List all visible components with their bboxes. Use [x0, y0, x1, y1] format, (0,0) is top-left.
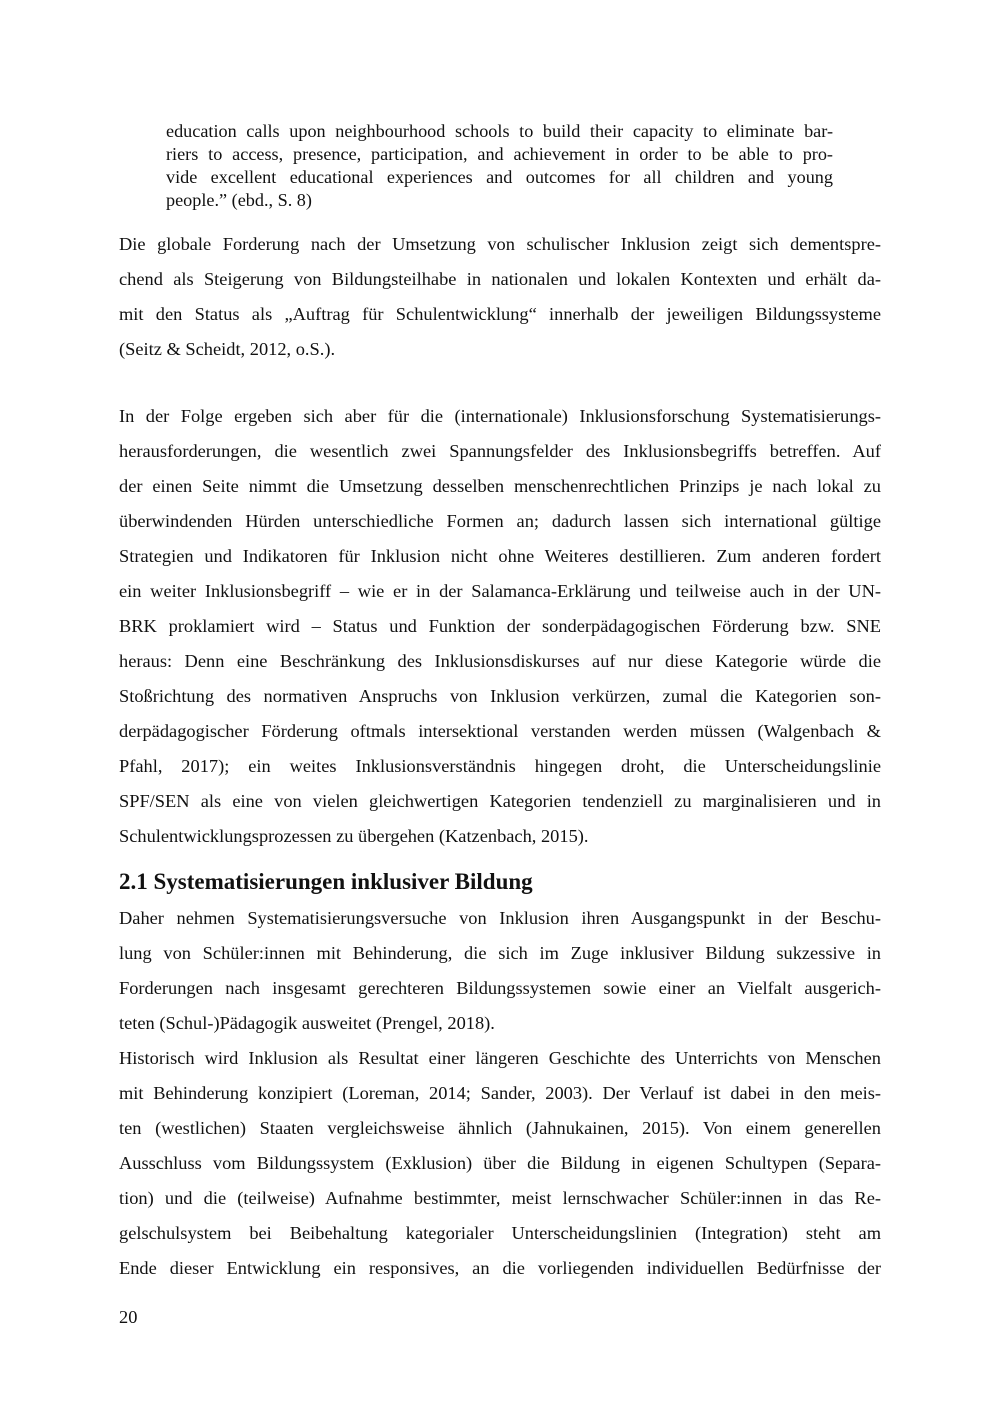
text-line: teten (Schul-)Pädagogik ausweitet (Prengel, 2018). [119, 1013, 495, 1033]
text-line: lung von Schüler:innen mit Behinderung, die sich im Zuge inklusiver Bildung sukzessive in [119, 943, 881, 963]
text-line: Strategien und Indikatoren für Inklusion nicht ohne Weiteres destillieren. Zum anderen fordert [119, 546, 881, 566]
quote-line: vide excellent educational experiences and outcomes for all children and young [166, 167, 833, 187]
text-line: ein weiter Inklusionsbegriff – wie er in der Salamanca-Erklärung und teilweise auch in der UN- [119, 581, 881, 601]
text-line: ten (westlichen) Staaten vergleichsweise ähnlich (Jahnukainen, 2015). Von einem generellen [119, 1118, 881, 1138]
text-line: Ende dieser Entwicklung ein responsives, an die vorliegenden individuellen Bedürfnisse der [119, 1258, 881, 1278]
text-line: mit den Status als „Auftrag für Schulentwicklung“ innerhalb der jeweiligen Bildungssysteme [119, 304, 881, 324]
text-line: In der Folge ergeben sich aber für die (internationale) Inklusionsforschung Systematisierungs- [119, 406, 881, 426]
text-line: chend als Steigerung von Bildungsteilhabe in nationalen und lokalen Kontexten und erhält da- [119, 269, 881, 289]
text-line: Forderungen nach insgesamt gerechteren Bildungssystemen sowie einer an Vielfalt ausgerich- [119, 978, 881, 998]
text-line: Die globale Forderung nach der Umsetzung von schulischer Inklusion zeigt sich dementspre- [119, 234, 881, 254]
text-line: Pfahl, 2017); ein weites Inklusionsverständnis hingegen droht, die Unterscheidungslinie [119, 756, 881, 776]
text-line: Stoßrichtung des normativen Anspruchs von Inklusion verkürzen, zumal die Kategorien son- [119, 686, 881, 706]
quote-line: education calls upon neighbourhood schools to build their capacity to eliminate bar- [166, 121, 833, 141]
text-line: heraus: Denn eine Beschränkung des Inklusionsdiskurses auf nur diese Kategorie würde die [119, 651, 881, 671]
text-line: Daher nehmen Systematisierungsversuche von Inklusion ihren Ausgangspunkt in der Beschu- [119, 908, 881, 928]
section-heading: 2.1 Systematisierungen inklusiver Bildung [119, 869, 533, 894]
text-line: (Seitz & Scheidt, 2012, o.S.). [119, 339, 336, 359]
text-line: derpädagogischer Förderung oftmals intersektional verstanden werden müssen (Walgenbach & [119, 721, 881, 741]
text-line: tion) und die (teilweise) Aufnahme bestimmter, meist lernschwacher Schüler:innen in das Re- [119, 1188, 881, 1208]
text-line: überwindenden Hürden unterschiedliche Formen an; dadurch lassen sich international gültige [119, 511, 881, 531]
text-line: gelschulsystem bei Beibehaltung kategorialer Unterscheidungslinien (Integration) steht am [119, 1223, 881, 1243]
text-line: mit Behinderung konzipiert (Loreman, 2014; Sander, 2003). Der Verlauf ist dabei in den meis- [119, 1083, 881, 1103]
text-line: BRK proklamiert wird – Status und Funktion der sonderpädagogischen Förderung bzw. SNE [119, 616, 881, 636]
text-line: Schulentwicklungsprozessen zu übergehen (Katzenbach, 2015). [119, 826, 589, 846]
quote-line: riers to access, presence, participation, and achievement in order to be able to pro- [166, 144, 833, 164]
text-line: SPF/SEN als eine von vielen gleichwertigen Kategorien tendenziell zu marginalisieren und in [119, 791, 881, 811]
text-line: Ausschluss vom Bildungssystem (Exklusion) über die Bildung in eigenen Schultypen (Separa- [119, 1153, 881, 1173]
page-number: 20 [119, 1307, 138, 1327]
text-line: Historisch wird Inklusion als Resultat einer längeren Geschichte des Unterrichts von Menschen [119, 1048, 881, 1068]
quote-line: people.” (ebd., S. 8) [166, 190, 312, 210]
text-line: herausforderungen, die wesentlich zwei Spannungsfelder des Inklusionsbegriffs betreffen. Auf [119, 441, 881, 461]
text-line: der einen Seite nimmt die Umsetzung desselben menschenrechtlichen Prinzips je nach lokal zu [119, 476, 881, 496]
